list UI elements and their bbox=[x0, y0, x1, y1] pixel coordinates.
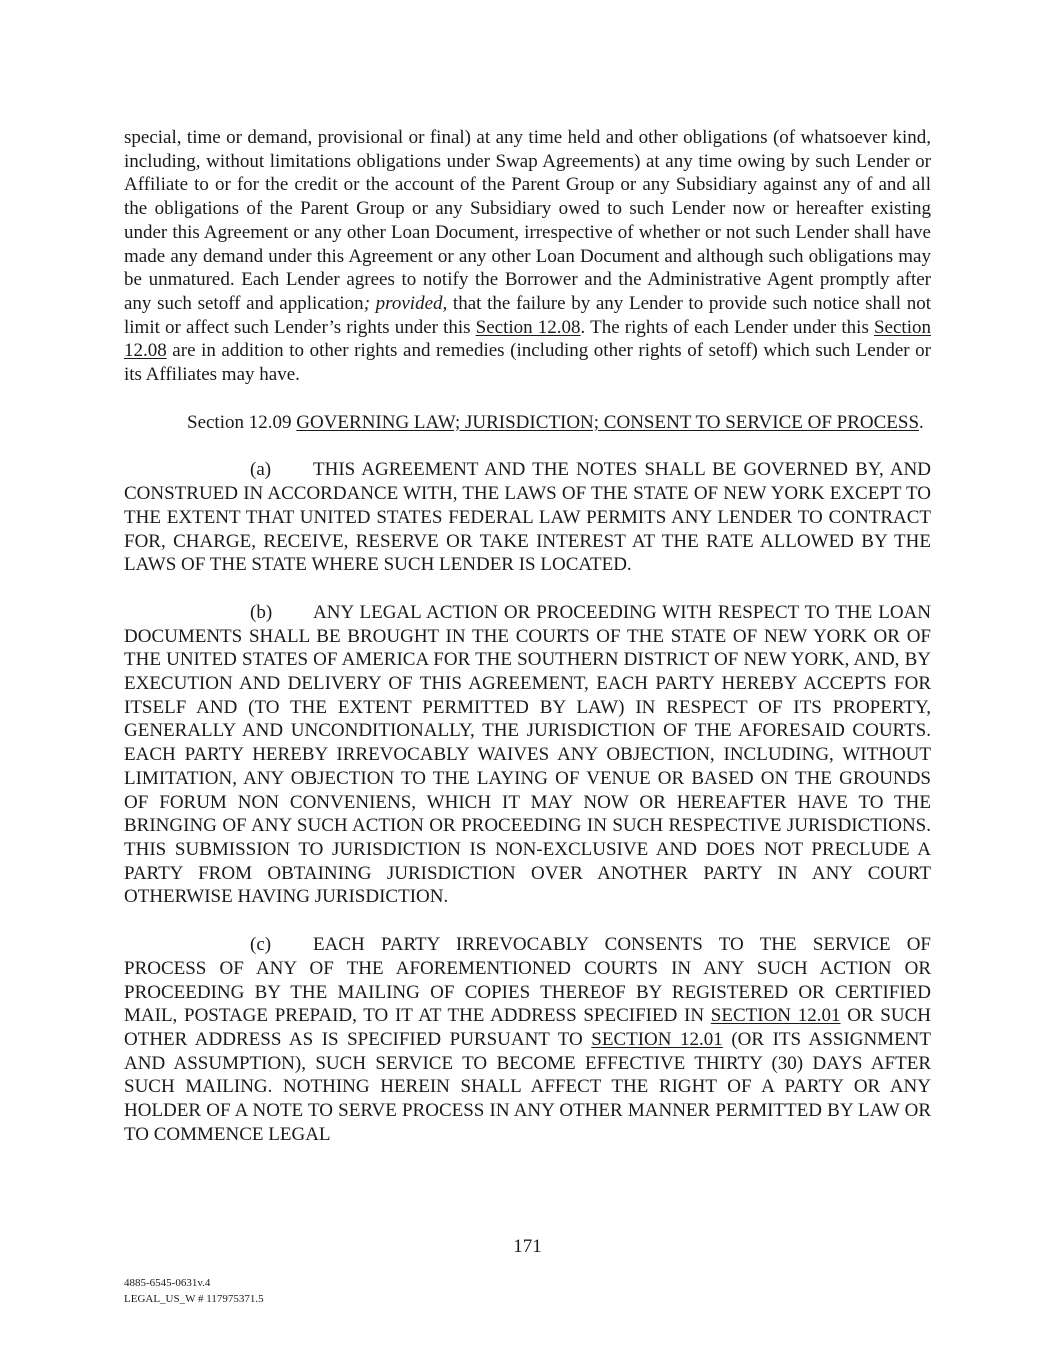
provided-italic: ; provided, bbox=[363, 292, 448, 314]
paragraph-label: (b) bbox=[250, 601, 273, 623]
section-title: GOVERNING LAW; JURISDICTION; CONSENT TO SERVICE OF PROCESS bbox=[296, 411, 920, 433]
paragraph-b: (b) ANY LEGAL ACTION OR PROCEEDING WITH RESPECT TO THE LOAN DOCUMENTS SHALL BE BROUGHT IN THE COURTS OF THE STATE OF NEW YORK OR OF THE UNITED STATES OF AMERICA FOR THE SOUTHERN DISTRICT OF NEW YORK, AND, BY EXECUTION AND DELIVERY OF THIS AGREEMENT, EACH PARTY HEREBY ACCEPTS FOR ITSELF AND (TO THE EXTENT PERMITTED BY LAW) IN RESPECT OF ITS PROPERTY, GENERALLY AND UNCONDITIONALLY, THE JURISDICTION OF THE AFORESAID COURTS. EACH PARTY HEREBY IRREVOCABLY WAIVES ANY OBJECTION, INCLUDING, WITHOUT LIMITATION, ANY OBJECTION TO THE LAYING OF VENUE OR BASED ON THE GROUNDS OF FORUM NON CONVENIENS, WHICH IT MAY NOW OR HEREAFTER HAVE TO THE BRINGING OF ANY SUCH ACTION OR PROCEEDING IN SUCH RESPECTIVE JURISDICTIONS. THIS SUBMISSION TO JURISDICTION IS NON-EXCLUSIVE AND DOES NOT PRECLUDE A PARTY FROM OBTAINING JURISDICTION OVER ANOTHER PARTY IN ANY COURT OTHERWISE HAVING JURISDICTION. bbox=[124, 601, 931, 908]
legal-reference: LEGAL_US_W # 117975371.5 bbox=[124, 1293, 264, 1305]
section-ref-12-08: Section 12.08 bbox=[475, 316, 581, 338]
section-ref-12-08: Section 12.08 bbox=[124, 316, 931, 362]
setoff-paragraph: special, time or demand, provisional or final) at any time held and other obligations (of whatsoever kind, including, without limitations obligations under Swap Agreements) at any time owing by such Lender or Affiliate to or for the credit or the account of the Parent Group or any Subsidiary against any of and all the obligations of the Parent Group or any Subsidiary owed to such Lender now or hereafter existing under this Agreement or any other Loan Document, irrespective of whether or not such Lender shall have made any demand under this Agreement or any other Loan Document and although such obligations may be unmatured. Each Lender agrees to notify the Borrower and the Administrative Agent promptly after any such setoff and application; provided, that the failure by any Lender to provide such notice shall not limit or affect such Lender’s rights under this Section 12.08. The rights of each Lender under this Section 12.08 are in addition to other rights and remedies (including other rights of setoff) which such Lender or its Affiliates may have. bbox=[124, 127, 931, 386]
section-heading: Section 12.09 GOVERNING LAW; JURISDICTION; CONSENT TO SERVICE OF PROCESS. bbox=[187, 411, 924, 433]
paragraph-label: (a) bbox=[250, 459, 272, 481]
paragraph-c: (c) EACH PARTY IRREVOCABLY CONSENTS TO THE SERVICE OF PROCESS OF ANY OF THE AFOREMENTIONED COURTS IN ANY SUCH ACTION OR PROCEEDING BY THE MAILING OF COPIES THEREOF BY REGISTERED OR CERTIFIED MAIL, POSTAGE PREPAID, TO IT AT THE ADDRESS SPECIFIED IN SECTION 12.01 OR SUCH OTHER ADDRESS AS IS SPECIFIED PURSUANT TO SECTION 12.01 (OR ITS ASSIGNMENT AND ASSUMPTION), SUCH SERVICE TO BECOME EFFECTIVE THIRTY (30) DAYS AFTER SUCH MAILING. NOTHING HEREIN SHALL AFFECT THE RIGHT OF A PARTY OR ANY HOLDER OF A NOTE TO SERVE PROCESS IN ANY OTHER MANNER PERMITTED BY LAW OR TO COMMENCE LEGAL bbox=[124, 934, 931, 1145]
paragraph-a: (a) THIS AGREEMENT AND THE NOTES SHALL BE GOVERNED BY, AND CONSTRUED IN ACCORDANCE WITH, THE LAWS OF THE STATE OF NEW YORK EXCEPT TO THE EXTENT THAT UNITED STATES FEDERAL LAW PERMITS ANY LENDER TO CONTRACT FOR, CHARGE, RECEIVE, RESERVE OR TAKE INTEREST AT THE RATE ALLOWED BY THE LAWS OF THE STATE WHERE SUCH LENDER IS LOCATED. bbox=[124, 459, 931, 576]
document-body bbox=[124, 126, 931, 1146]
document-id: 4885-6545-0631v.4 bbox=[124, 1277, 211, 1289]
section-ref-12-01: SECTION 12.01 bbox=[710, 1005, 841, 1027]
section-number: Section 12.09 bbox=[187, 411, 292, 433]
section-ref-12-01: SECTION 12.01 bbox=[591, 1028, 723, 1050]
document-footer bbox=[124, 1275, 264, 1307]
page-number: 171 bbox=[513, 1236, 542, 1257]
paragraph-label: (c) bbox=[250, 934, 272, 956]
